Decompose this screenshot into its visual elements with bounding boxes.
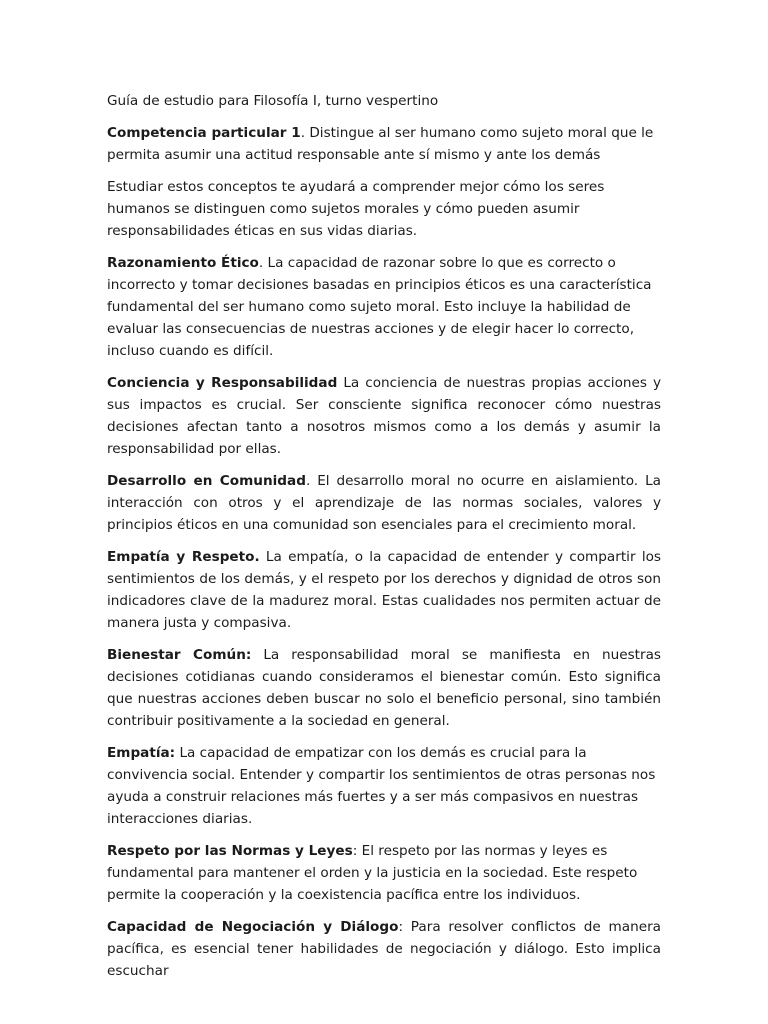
paragraph-term: Bienestar Común: (107, 647, 252, 663)
paragraph-empatia (107, 742, 661, 830)
paragraph-intro (107, 176, 661, 242)
paragraph-term: Desarrollo en Comunidad (107, 473, 306, 489)
document-title: Guía de estudio para Filosofía I, turno vespertino (107, 93, 439, 109)
paragraph-term: Capacidad de Negociación y Diálogo (107, 919, 399, 935)
paragraph-text: La responsabilidad moral se manifiesta en nuestras decisiones cotidianas cuando consideramos el bienestar común. Esto significa que nuestras acciones deben buscar no solo el beneficio personal, sino también contribuir positivamente a la sociedad en general. (107, 647, 662, 729)
paragraph-razonamiento-etico (107, 252, 661, 362)
paragraph-term: Competencia particular 1 (107, 125, 301, 141)
paragraph-text: La capacidad de empatizar con los demás es crucial para la convivencia social. Entender y compartir los sentimientos de otras personas nos ayuda a construir relaciones más fuertes y a ser más compasivos en nuestras interacciones diarias. (107, 745, 656, 827)
paragraph-term: Empatía y Respeto. (107, 549, 260, 565)
paragraph-text: La empatía, o la capacidad de entender y compartir los sentimientos de los demás, y el respeto por los derechos y dignidad de otros son indicadores clave de la madurez moral. Estas cualidades nos permiten actuar de manera justa y compasiva. (107, 549, 661, 631)
paragraph-desarrollo (107, 470, 661, 536)
paragraph-respeto-normas (107, 840, 661, 906)
paragraph-competencia (107, 122, 661, 166)
paragraph-text: La conciencia de nuestras propias acciones y sus impactos es crucial. Ser consciente significa reconocer cómo nuestras decisiones afectan tanto a nosotros mismos como a los demás y asumir la responsabilidad por ellas. (107, 375, 661, 457)
paragraph-text: Estudiar estos conceptos te ayudará a comprender mejor cómo los seres humanos se distinguen como sujetos morales y cómo pueden asumir responsabilidades éticas en sus vidas diarias. (107, 179, 605, 239)
paragraph-term: Razonamiento Ético (107, 255, 259, 271)
paragraph-text: . Distingue al ser humano como sujeto moral que le permita asumir una actitud responsable ante sí mismo y ante los demás (107, 125, 654, 163)
paragraph-term: Conciencia y Responsabilidad (107, 375, 338, 391)
paragraph-bienestar (107, 644, 661, 732)
paragraph-conciencia (107, 372, 661, 460)
paragraph-negociacion (107, 916, 661, 982)
paragraph-text: : Para resolver conflictos de manera pacífica, es esencial tener habilidades de negociación y diálogo. Esto implica escuchar (107, 919, 661, 979)
paragraph-term: Empatía: (107, 745, 176, 761)
paragraph-empatia-respeto (107, 546, 661, 634)
paragraph-text: : El respeto por las normas y leyes es fundamental para mantener el orden y la justicia en la sociedad. Este respeto permite la cooperación y la coexistencia pacífica entre los individuos. (107, 843, 638, 903)
paragraph-text: . La capacidad de razonar sobre lo que es correcto o incorrecto y tomar decisiones basadas en principios éticos es una característica fundamental del ser humano como sujeto moral. Esto incluye la habilidad de evaluar las consecuencias de nuestras acciones y de elegir hacer lo correcto, incluso cuando es difícil. (107, 255, 652, 359)
paragraph-text: . El desarrollo moral no ocurre en aislamiento. La interacción con otros y el aprendizaje de las normas sociales, valores y principios éticos en una comunidad son esenciales para el crecimiento moral. (107, 473, 661, 533)
document-page (107, 90, 661, 992)
paragraph-term: Respeto por las Normas y Leyes (107, 843, 353, 859)
